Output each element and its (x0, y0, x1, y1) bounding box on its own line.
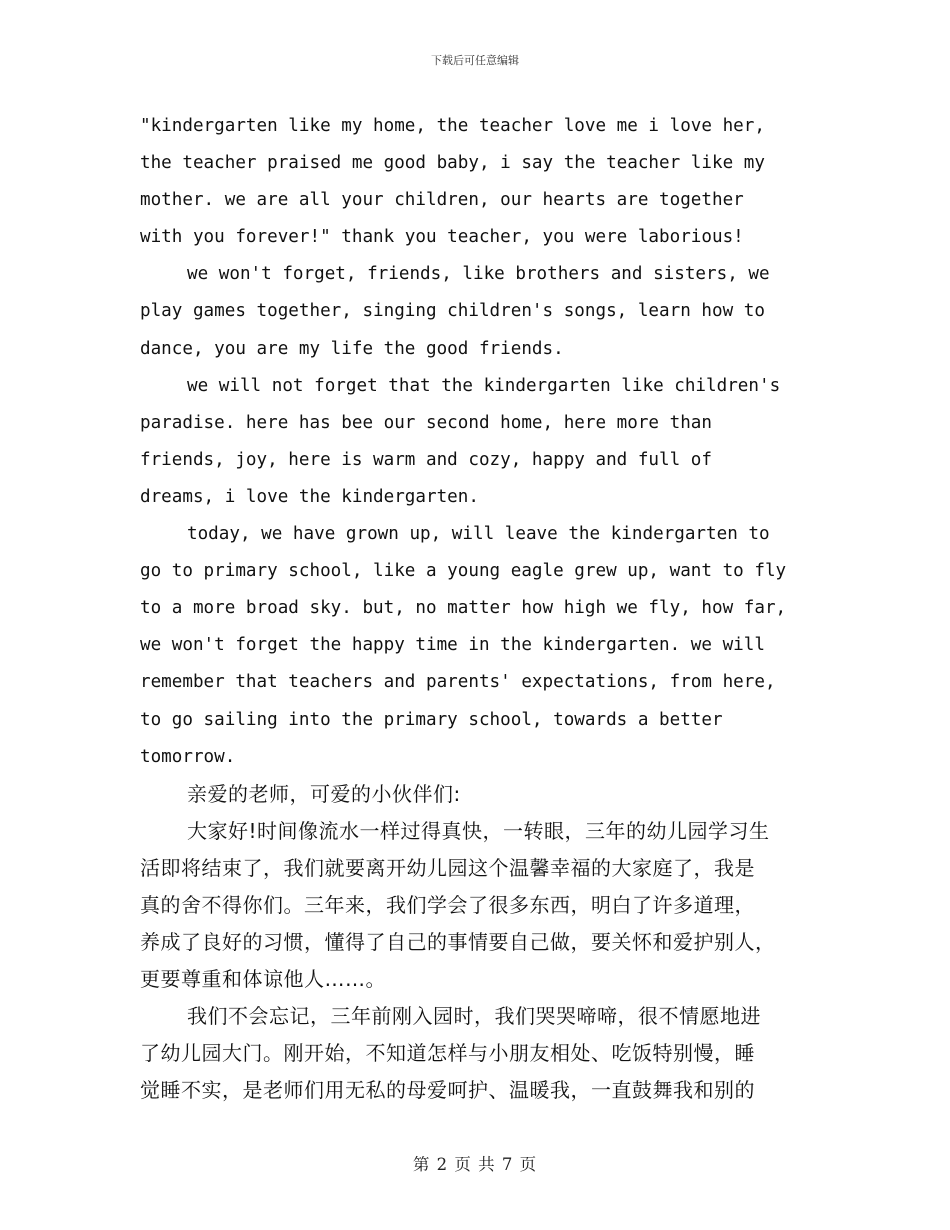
text-line: we won't forget, friends, like brothers and sisters, we (187, 264, 770, 285)
text-line: 我们不会忘记，三年前刚入园时，我们哭哭啼啼，很不情愿地进 (187, 1004, 761, 1029)
text-line: 了幼儿园大门。刚开始，不知道怎样与小朋友相处、吃饭特别慢，睡 (140, 1041, 755, 1066)
text-line: 大家好!时间像流水一样过得真快，一转眼，三年的幼儿园学习生 (187, 818, 770, 843)
text-line: to a more broad sky. but, no matter how high we fly, how far, (140, 598, 787, 619)
text-line: remember that teachers and parents' expectations, from here, (140, 672, 776, 693)
text-line: 活即将结束了，我们就要离开幼儿园这个温馨幸福的大家庭了，我是 (140, 855, 755, 880)
text-line: 养成了良好的习惯，懂得了自己的事情要自己做，要关怀和爱护别人， (140, 930, 776, 955)
text-line: "kindergarten like my home, the teacher love me i love her, (140, 116, 765, 136)
text-line: paradise. here has bee our second home, here more than (140, 412, 712, 433)
text-line: go to primary school, like a young eagle grew up, want to fly (140, 561, 787, 582)
text-line: with you forever!" thank you teacher, you were laborious! (140, 227, 744, 248)
text-line: 觉睡不实，是老师们用无私的母爱呵护、温暖我，一直鼓舞我和别的 (140, 1078, 755, 1103)
text-line: dreams, i love the kindergarten. (140, 486, 479, 507)
text-line: the teacher praised me good baby, i say the teacher like my (140, 153, 765, 174)
text-line: dance, you are my life the good friends. (140, 338, 564, 359)
text-line: we won't forget the happy time in the kindergarten. we will (140, 635, 765, 656)
text-line: 更要尊重和体谅他人……。 (140, 967, 386, 992)
text-line: 亲爱的老师，可爱的小伙伴们: (187, 781, 461, 806)
text-line: to go sailing into the primary school, towards a better (140, 709, 723, 730)
text-line: mother. we are all your children, our hearts are together (140, 190, 744, 211)
text-line: today, we have grown up, will leave the kindergarten to (187, 524, 770, 545)
document-body (140, 108, 815, 1110)
page-number: 第 2 页 共 7 页 (412, 1155, 538, 1174)
text-line: tomorrow. (140, 746, 236, 767)
text-line: friends, joy, here is warm and cozy, happy and full of (140, 449, 712, 470)
text-line: we will not forget that the kindergarten like children's (187, 375, 781, 396)
page-header: 下载后可任意编辑 (431, 54, 519, 67)
text-line: play games together, singing children's songs, learn how to (140, 301, 765, 322)
text-line: 真的舍不得你们。三年来，我们学会了很多东西，明白了许多道理， (140, 892, 755, 917)
